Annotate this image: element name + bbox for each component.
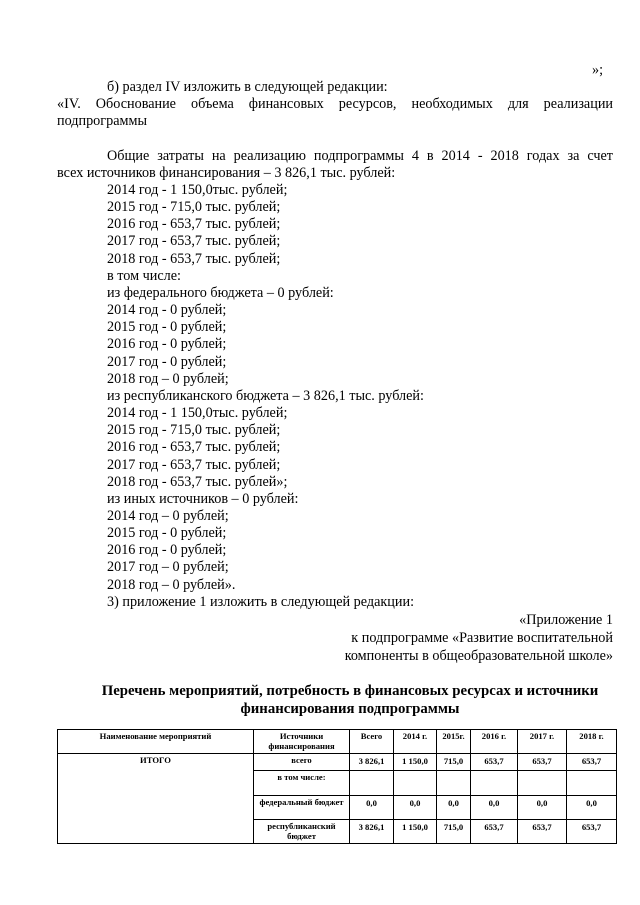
value-cell: 653,7 <box>471 754 518 771</box>
funding-line: 2014 год - 1 150,0тыс. рублей; <box>107 405 288 422</box>
funding-line: 2016 год - 653,7 тыс. рублей; <box>107 439 281 456</box>
event-cell: ИТОГО <box>58 754 254 844</box>
header-cell: Всего <box>350 730 394 754</box>
value-cell: 715,0 <box>437 820 471 844</box>
header-cell: 2015г. <box>437 730 471 754</box>
value-cell: 0,0 <box>437 796 471 820</box>
funding-line: 2014 год - 0 рублей; <box>107 302 227 319</box>
value-cell: 653,7 <box>471 820 518 844</box>
funding-line: 2018 год - 653,7 тыс. рублей; <box>107 250 281 267</box>
value-cell <box>518 771 567 796</box>
funding-line: 2016 год - 653,7 тыс. рублей; <box>107 216 281 233</box>
funding-line: 2018 год - 653,7 тыс. рублей»; <box>107 473 288 490</box>
value-cell: 715,0 <box>437 754 471 771</box>
funding-line: 2015 год - 0 рублей; <box>107 319 227 336</box>
closing-mark: »; <box>592 62 604 78</box>
value-cell: 653,7 <box>567 754 617 771</box>
value-cell: 1 150,0 <box>394 820 437 844</box>
funding-line: 2017 год – 0 рублей; <box>107 559 229 576</box>
table-header-row <box>58 730 617 754</box>
financing-table <box>57 729 617 844</box>
source-cell: в том числе: <box>254 771 350 796</box>
funding-line: 2015 год - 0 рублей; <box>107 525 227 542</box>
funding-line: 2016 год - 0 рублей; <box>107 542 227 559</box>
appendix-line3: компоненты в общеобразовательной школе» <box>344 648 613 664</box>
table-heading-line2: финансирования подпрограммы <box>240 701 460 717</box>
value-cell: 653,7 <box>518 820 567 844</box>
funding-line: 2015 год - 715,0 тыс. рублей; <box>107 199 281 216</box>
section-b-text: б) раздел IV изложить в следующей редакции: <box>107 79 388 95</box>
intro-line2: всех источников финансирования – 3 826,1 тыс. рублей: <box>57 165 396 181</box>
value-cell: 653,7 <box>567 820 617 844</box>
funding-line: 2014 год – 0 рублей; <box>107 507 229 524</box>
value-cell: 3 826,1 <box>350 754 394 771</box>
value-cell: 653,7 <box>518 754 567 771</box>
value-cell <box>567 771 617 796</box>
funding-line: из иных источников – 0 рублей: <box>107 490 299 507</box>
funding-lines <box>107 182 424 611</box>
section-title-line1: «IV. Обоснование объема финансовых ресурсов, необходимых для реализации <box>57 96 613 112</box>
intro-line1: Общие затраты на реализацию подпрограммы 4 в 2014 - 2018 годах за счет <box>107 148 613 164</box>
source-cell: республиканский бюджет <box>254 820 350 844</box>
header-cell: 2018 г. <box>567 730 617 754</box>
funding-line: 2016 год - 0 рублей; <box>107 336 227 353</box>
funding-line: 2017 год - 653,7 тыс. рублей; <box>107 456 281 473</box>
appendix-line2: к подпрограмме «Развитие воспитательной <box>351 630 613 646</box>
value-cell <box>471 771 518 796</box>
value-cell: 0,0 <box>567 796 617 820</box>
value-cell: 0,0 <box>350 796 394 820</box>
funding-line: из республиканского бюджета – 3 826,1 тыс. рублей: <box>107 387 424 404</box>
funding-line: 3) приложение 1 изложить в следующей редакции: <box>107 593 415 610</box>
funding-line: 2018 год – 0 рублей». <box>107 576 236 593</box>
table-heading-line1: Перечень мероприятий, потребность в финансовых ресурсах и источники <box>101 683 599 699</box>
source-cell: всего <box>254 754 350 771</box>
appendix-line1: «Приложение 1 <box>519 612 613 628</box>
value-cell: 0,0 <box>394 796 437 820</box>
value-cell <box>437 771 471 796</box>
header-cell: Наименование мероприятий <box>58 730 254 754</box>
table-row <box>58 754 617 771</box>
funding-line: из федерального бюджета – 0 рублей: <box>107 284 334 301</box>
funding-line: 2017 год - 653,7 тыс. рублей; <box>107 233 281 250</box>
funding-line: 2015 год - 715,0 тыс. рублей; <box>107 422 281 439</box>
value-cell <box>350 771 394 796</box>
header-cell: 2014 г. <box>394 730 437 754</box>
value-cell: 3 826,1 <box>350 820 394 844</box>
header-cell: 2017 г. <box>518 730 567 754</box>
funding-line: в том числе: <box>107 267 181 284</box>
funding-line: 2017 год - 0 рублей; <box>107 353 227 370</box>
value-cell: 0,0 <box>518 796 567 820</box>
funding-line: 2014 год - 1 150,0тыс. рублей; <box>107 182 288 198</box>
header-cell: 2016 г. <box>471 730 518 754</box>
section-title-line2: подпрограммы <box>57 113 147 129</box>
value-cell: 0,0 <box>471 796 518 820</box>
value-cell <box>394 771 437 796</box>
funding-line: 2018 год – 0 рублей; <box>107 370 229 387</box>
value-cell: 1 150,0 <box>394 754 437 771</box>
header-cell: Источники финансирования <box>254 730 350 754</box>
source-cell: федеральный бюджет <box>254 796 350 820</box>
